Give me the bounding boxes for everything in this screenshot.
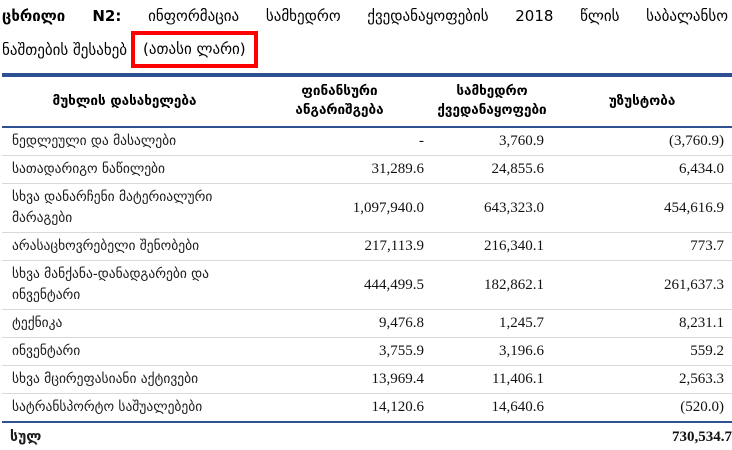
financial-value-cell: 444,499.5 xyxy=(247,261,432,310)
table-row xyxy=(2,338,732,366)
column-header-article: მუხლის დასახელება xyxy=(2,75,247,127)
article-name-cell: სხვა დანარჩენი მატერიალური მარაგები xyxy=(2,184,247,233)
unit-note: (ათასი ლარი) xyxy=(143,40,246,58)
title-line-1 xyxy=(2,3,728,29)
table-row xyxy=(2,366,732,394)
table-row xyxy=(2,394,732,423)
total-label-cell: სულ xyxy=(10,429,42,445)
title-text: ინფორმაცია სამხედრო ქვედანაყოფების 2018 წლის საბალანსო xyxy=(148,7,729,25)
difference-value-cell: 2,563.3 xyxy=(552,366,732,394)
military-value-cell: 643,323.0 xyxy=(432,184,552,233)
article-name-cell: არასაცხოვრებელი შენობები xyxy=(2,233,247,261)
difference-value-cell: 454,616.9 xyxy=(552,184,732,233)
balance-table xyxy=(2,73,732,450)
financial-value-cell: - xyxy=(247,127,432,156)
column-header-military: სამხედრო ქვედანაყოფები xyxy=(432,75,552,127)
total-row xyxy=(2,422,732,450)
difference-value-cell: 261,637.3 xyxy=(552,261,732,310)
total-military-cell xyxy=(432,422,552,450)
column-header-inaccuracy: უზუსტობა xyxy=(552,75,732,127)
table-title xyxy=(2,3,728,68)
table-row xyxy=(2,156,732,184)
financial-value-cell: 31,289.6 xyxy=(247,156,432,184)
header-row xyxy=(2,75,732,127)
article-name-cell: სათადარიგო ნაწილები xyxy=(2,156,247,184)
table-row xyxy=(2,261,732,310)
military-value-cell: 3,196.6 xyxy=(432,338,552,366)
military-value-cell: 3,760.9 xyxy=(432,127,552,156)
financial-value-cell: 13,969.4 xyxy=(247,366,432,394)
total-value-cell: 730,534.7 xyxy=(672,429,732,445)
table-row xyxy=(2,184,732,233)
military-value-cell: 14,640.6 xyxy=(432,394,552,423)
financial-value-cell: 217,113.9 xyxy=(247,233,432,261)
total-financial-cell xyxy=(247,422,432,450)
difference-value-cell: 773.7 xyxy=(552,233,732,261)
table-body xyxy=(2,127,732,450)
military-value-cell: 24,855.6 xyxy=(432,156,552,184)
difference-value-cell: 6,434.0 xyxy=(552,156,732,184)
table-row xyxy=(2,310,732,338)
table-row xyxy=(2,233,732,261)
article-name-cell: ნედლეული და მასალები xyxy=(2,127,247,156)
difference-value-cell: (3,760.9) xyxy=(552,127,732,156)
article-name-cell: სხვა მცირეფასიანი აქტივები xyxy=(2,366,247,394)
title-text-continued: ნაშთების შესახებ xyxy=(2,40,128,59)
article-name-cell: ინვენტარი xyxy=(2,338,247,366)
financial-value-cell: 9,476.8 xyxy=(247,310,432,338)
difference-value-cell: 8,231.1 xyxy=(552,310,732,338)
military-value-cell: 216,340.1 xyxy=(432,233,552,261)
title-prefix: ცხრილი N2: xyxy=(2,7,122,25)
financial-value-cell: 1,097,940.0 xyxy=(247,184,432,233)
title-line-2 xyxy=(2,31,728,68)
table-header xyxy=(2,75,732,127)
financial-value-cell: 3,755.9 xyxy=(247,338,432,366)
unit-highlight-box xyxy=(131,31,258,68)
difference-value-cell: 559.2 xyxy=(552,338,732,366)
column-header-financial: ფინანსური ანგარიშგება xyxy=(247,75,432,127)
article-name-cell: სხვა მანქანა-დანადგარები და ინვენტარი xyxy=(2,261,247,310)
military-value-cell: 182,862.1 xyxy=(432,261,552,310)
military-value-cell: 1,245.7 xyxy=(432,310,552,338)
article-name-cell: სატრანსპორტო საშუალებები xyxy=(2,394,247,423)
military-value-cell: 11,406.1 xyxy=(432,366,552,394)
difference-value-cell: (520.0) xyxy=(552,394,732,423)
article-name-cell: ტექნიკა xyxy=(2,310,247,338)
financial-value-cell: 14,120.6 xyxy=(247,394,432,423)
table-row xyxy=(2,127,732,156)
